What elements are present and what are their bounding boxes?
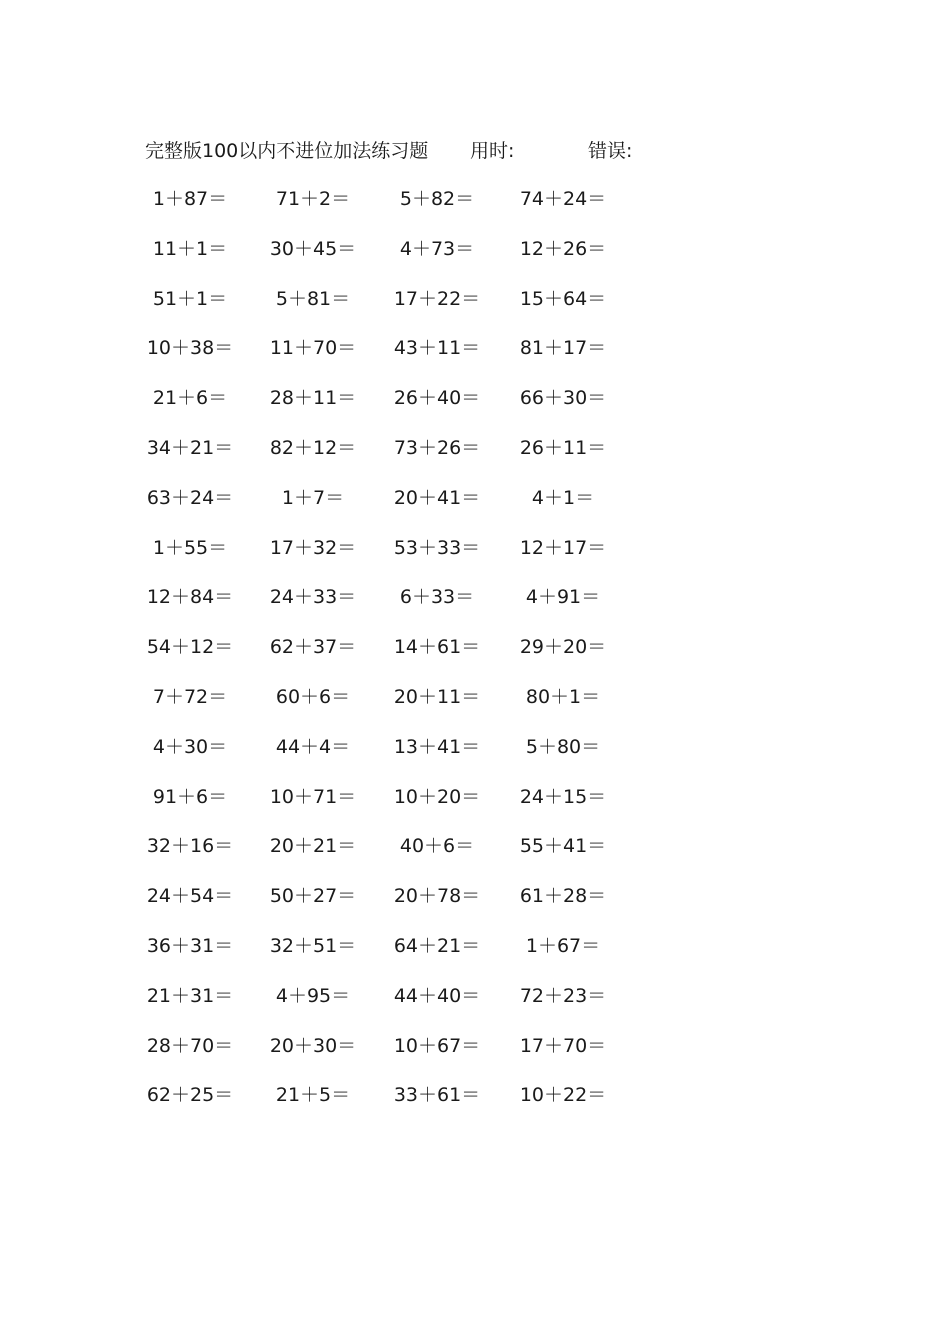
addition-problem: 62＋37＝: [269, 636, 357, 659]
addition-problem: 26＋11＝: [519, 436, 607, 459]
problem-row: [140, 831, 660, 881]
addition-problem: 20＋11＝: [393, 685, 481, 708]
addition-problem: 66＋30＝: [519, 387, 607, 410]
addition-problem: 44＋40＝: [393, 984, 481, 1007]
addition-problem: 10＋67＝: [393, 1034, 481, 1057]
problem-row: [140, 632, 660, 682]
addition-problem: 36＋31＝: [146, 934, 234, 957]
error-count-label: 错误:: [588, 140, 633, 162]
addition-problem: 11＋70＝: [269, 337, 357, 360]
addition-problem: 20＋21＝: [269, 835, 357, 858]
problem-row: [140, 383, 660, 433]
addition-problem: 80＋1＝: [525, 685, 601, 708]
problem-grid: [140, 184, 660, 1130]
addition-problem: 17＋22＝: [393, 287, 481, 310]
problem-row: [140, 433, 660, 483]
addition-problem: 12＋26＝: [519, 237, 607, 260]
addition-problem: 4＋91＝: [525, 586, 601, 609]
addition-problem: 4＋1＝: [531, 486, 595, 509]
addition-problem: 1＋67＝: [525, 934, 601, 957]
addition-problem: 1＋55＝: [152, 536, 228, 559]
addition-problem: 63＋24＝: [146, 486, 234, 509]
addition-problem: 4＋30＝: [152, 735, 228, 758]
addition-problem: 10＋38＝: [146, 337, 234, 360]
addition-problem: 82＋12＝: [269, 436, 357, 459]
addition-problem: 10＋20＝: [393, 785, 481, 808]
addition-problem: 62＋25＝: [146, 1084, 234, 1107]
addition-problem: 20＋78＝: [393, 885, 481, 908]
addition-problem: 21＋6＝: [152, 387, 228, 410]
addition-problem: 5＋81＝: [275, 287, 351, 310]
problem-row: [140, 582, 660, 632]
addition-problem: 12＋17＝: [519, 536, 607, 559]
addition-problem: 29＋20＝: [519, 636, 607, 659]
addition-problem: 32＋51＝: [269, 934, 357, 957]
addition-problem: 28＋11＝: [269, 387, 357, 410]
time-used-label: 用时:: [470, 140, 515, 162]
addition-problem: 15＋64＝: [519, 287, 607, 310]
addition-problem: 10＋71＝: [269, 785, 357, 808]
addition-problem: 17＋32＝: [269, 536, 357, 559]
addition-problem: 50＋27＝: [269, 885, 357, 908]
worksheet-header: [145, 136, 705, 166]
addition-problem: 32＋16＝: [146, 835, 234, 858]
addition-problem: 91＋6＝: [152, 785, 228, 808]
addition-problem: 24＋54＝: [146, 885, 234, 908]
addition-problem: 64＋21＝: [393, 934, 481, 957]
addition-problem: 74＋24＝: [519, 188, 607, 210]
addition-problem: 1＋87＝: [152, 188, 228, 210]
addition-problem: 30＋45＝: [269, 237, 357, 260]
addition-problem: 61＋28＝: [519, 885, 607, 908]
addition-problem: 4＋73＝: [399, 237, 475, 260]
addition-problem: 7＋72＝: [152, 685, 228, 708]
problem-row: [140, 533, 660, 583]
addition-problem: 40＋6＝: [399, 835, 475, 858]
problem-row: [140, 732, 660, 782]
problem-row: [140, 1031, 660, 1081]
problem-row: [140, 881, 660, 931]
problem-row: [140, 682, 660, 732]
addition-problem: 81＋17＝: [519, 337, 607, 360]
addition-problem: 34＋21＝: [146, 436, 234, 459]
addition-problem: 33＋61＝: [393, 1084, 481, 1107]
addition-problem: 54＋12＝: [146, 636, 234, 659]
addition-problem: 5＋82＝: [399, 188, 475, 210]
addition-problem: 4＋95＝: [275, 984, 351, 1007]
addition-problem: 6＋33＝: [399, 586, 475, 609]
addition-problem: 21＋31＝: [146, 984, 234, 1007]
problem-row: [140, 483, 660, 533]
addition-problem: 43＋11＝: [393, 337, 481, 360]
problem-row: [140, 234, 660, 284]
addition-problem: 20＋30＝: [269, 1034, 357, 1057]
addition-problem: 5＋80＝: [525, 735, 601, 758]
problem-row: [140, 284, 660, 334]
addition-problem: 72＋23＝: [519, 984, 607, 1007]
addition-problem: 44＋4＝: [275, 735, 351, 758]
addition-problem: 13＋41＝: [393, 735, 481, 758]
problem-row: [140, 184, 660, 234]
addition-problem: 60＋6＝: [275, 685, 351, 708]
addition-problem: 26＋40＝: [393, 387, 481, 410]
problem-row: [140, 333, 660, 383]
problem-row: [140, 782, 660, 832]
addition-problem: 11＋1＝: [152, 237, 228, 260]
addition-problem: 24＋33＝: [269, 586, 357, 609]
problem-row: [140, 931, 660, 981]
addition-problem: 10＋22＝: [519, 1084, 607, 1107]
addition-problem: 53＋33＝: [393, 536, 481, 559]
addition-problem: 28＋70＝: [146, 1034, 234, 1057]
addition-problem: 71＋2＝: [275, 188, 351, 210]
addition-problem: 1＋7＝: [281, 486, 345, 509]
problem-row: [140, 981, 660, 1031]
addition-problem: 24＋15＝: [519, 785, 607, 808]
addition-problem: 51＋1＝: [152, 287, 228, 310]
addition-problem: 55＋41＝: [519, 835, 607, 858]
addition-problem: 12＋84＝: [146, 586, 234, 609]
problem-row: [140, 1080, 660, 1130]
addition-problem: 21＋5＝: [275, 1084, 351, 1107]
addition-problem: 14＋61＝: [393, 636, 481, 659]
addition-problem: 20＋41＝: [393, 486, 481, 509]
addition-problem: 73＋26＝: [393, 436, 481, 459]
addition-problem: 17＋70＝: [519, 1034, 607, 1057]
worksheet-title: 完整版100以内不进位加法练习题: [145, 140, 429, 162]
